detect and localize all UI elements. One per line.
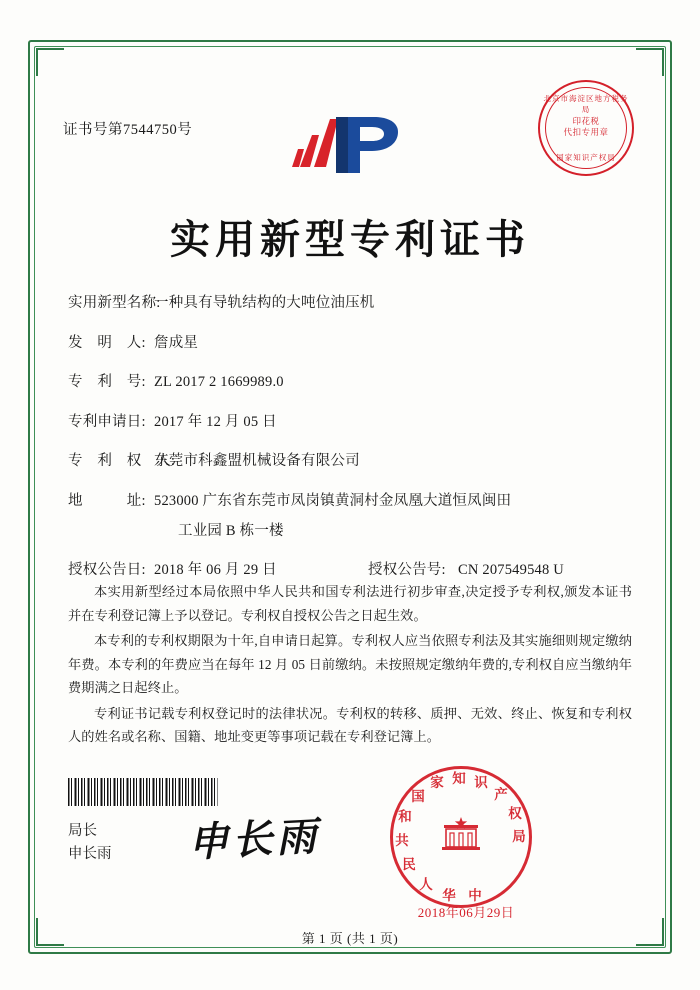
field-application-date	[68, 407, 636, 437]
seal-arc-top: 北京市海淀区地方税务局	[543, 94, 629, 114]
field-address	[68, 486, 636, 546]
field-value: 2017 年 12 月 05 日	[154, 413, 277, 430]
director-name: 申长雨	[68, 846, 112, 862]
paragraph-3: 专利证书记载专利权登记时的法律状况。专利权的转移、质押、无效、终止、恢复和专利权人的姓名或名称、国籍、地址变更等事项记载在专利登记簿上。	[68, 705, 632, 744]
field-label: 专 利 号:	[68, 374, 146, 390]
field-value: 东莞市科鑫盟机械设备有限公司	[154, 453, 360, 469]
corner-ornament-top-right	[636, 48, 664, 76]
national-emblem-icon	[436, 815, 486, 859]
field-patentee	[68, 446, 636, 476]
field-label: 实用新型名称:	[68, 295, 161, 311]
barcode	[68, 778, 218, 806]
field-label: 授权公告号:	[368, 562, 446, 578]
address-line-2: 工业园 B 栋一楼	[178, 522, 284, 539]
cnipa-logo-icon	[290, 105, 410, 185]
field-value: 一种具有导轨结构的大吨位油压机	[154, 295, 375, 311]
field-label: 授权公告日:	[68, 562, 146, 578]
seal-middle-text: 印花税 代扣专用章	[563, 116, 609, 137]
director-signature-block	[68, 820, 112, 866]
field-list	[68, 288, 636, 595]
corner-ornament-bottom-right	[636, 918, 664, 946]
field-value: 詹成星	[154, 334, 199, 351]
field-value	[154, 486, 636, 546]
address-line-1: 523000 广东省东莞市凤岗镇黄洞村金凤凰大道恒凤闽田	[154, 492, 512, 509]
certificate-number: 证书号第7544750号	[63, 122, 193, 138]
field-patent-number	[68, 367, 636, 397]
field-inventor	[68, 328, 636, 358]
official-round-seal: 知 识 产 权 局 家 国 和 共 民 人 华 中	[390, 766, 532, 908]
paragraph-1: 本实用新型经过本局依照中华人民共和国专利法进行初步审查,决定授予专利权,颁发本证书并在专利登记簿上予以登记。专利权自授权公告之日起生效。	[68, 584, 632, 623]
field-value: ZL 2017 2 1669989.0	[154, 374, 284, 390]
seal-arc-bottom: 国家知识产权局	[556, 153, 616, 162]
director-label: 局长	[68, 823, 97, 839]
page-footer: 第 1 页 (共 1 页)	[301, 931, 399, 946]
field-utility-model-name	[68, 288, 636, 318]
field-label: 专利申请日:	[68, 413, 146, 430]
field-value: CN 207549548 U	[458, 562, 564, 578]
tax-stamp-seal	[538, 80, 634, 176]
field-label: 专 利 权 人:	[68, 453, 176, 469]
handwritten-signature: 申长雨	[187, 813, 322, 866]
legal-text-body	[68, 580, 632, 751]
seal-date: 2018年06月29日	[417, 905, 515, 920]
field-label: 发 明 人:	[68, 334, 146, 351]
page-title: 实用新型专利证书	[170, 217, 530, 262]
field-value: 2018 年 06 月 29 日	[154, 562, 277, 578]
field-label: 地 址:	[68, 492, 146, 509]
paragraph-2: 本专利的专利权期限为十年,自申请日起算。专利权人应当依照专利法及其实施细则规定缴纳年费。本专利的年费应当在每年 12 月 05 日前缴纳。未按照规定缴纳年费的,专利权自应当缴纳年费期满之日起终止。	[68, 633, 632, 695]
